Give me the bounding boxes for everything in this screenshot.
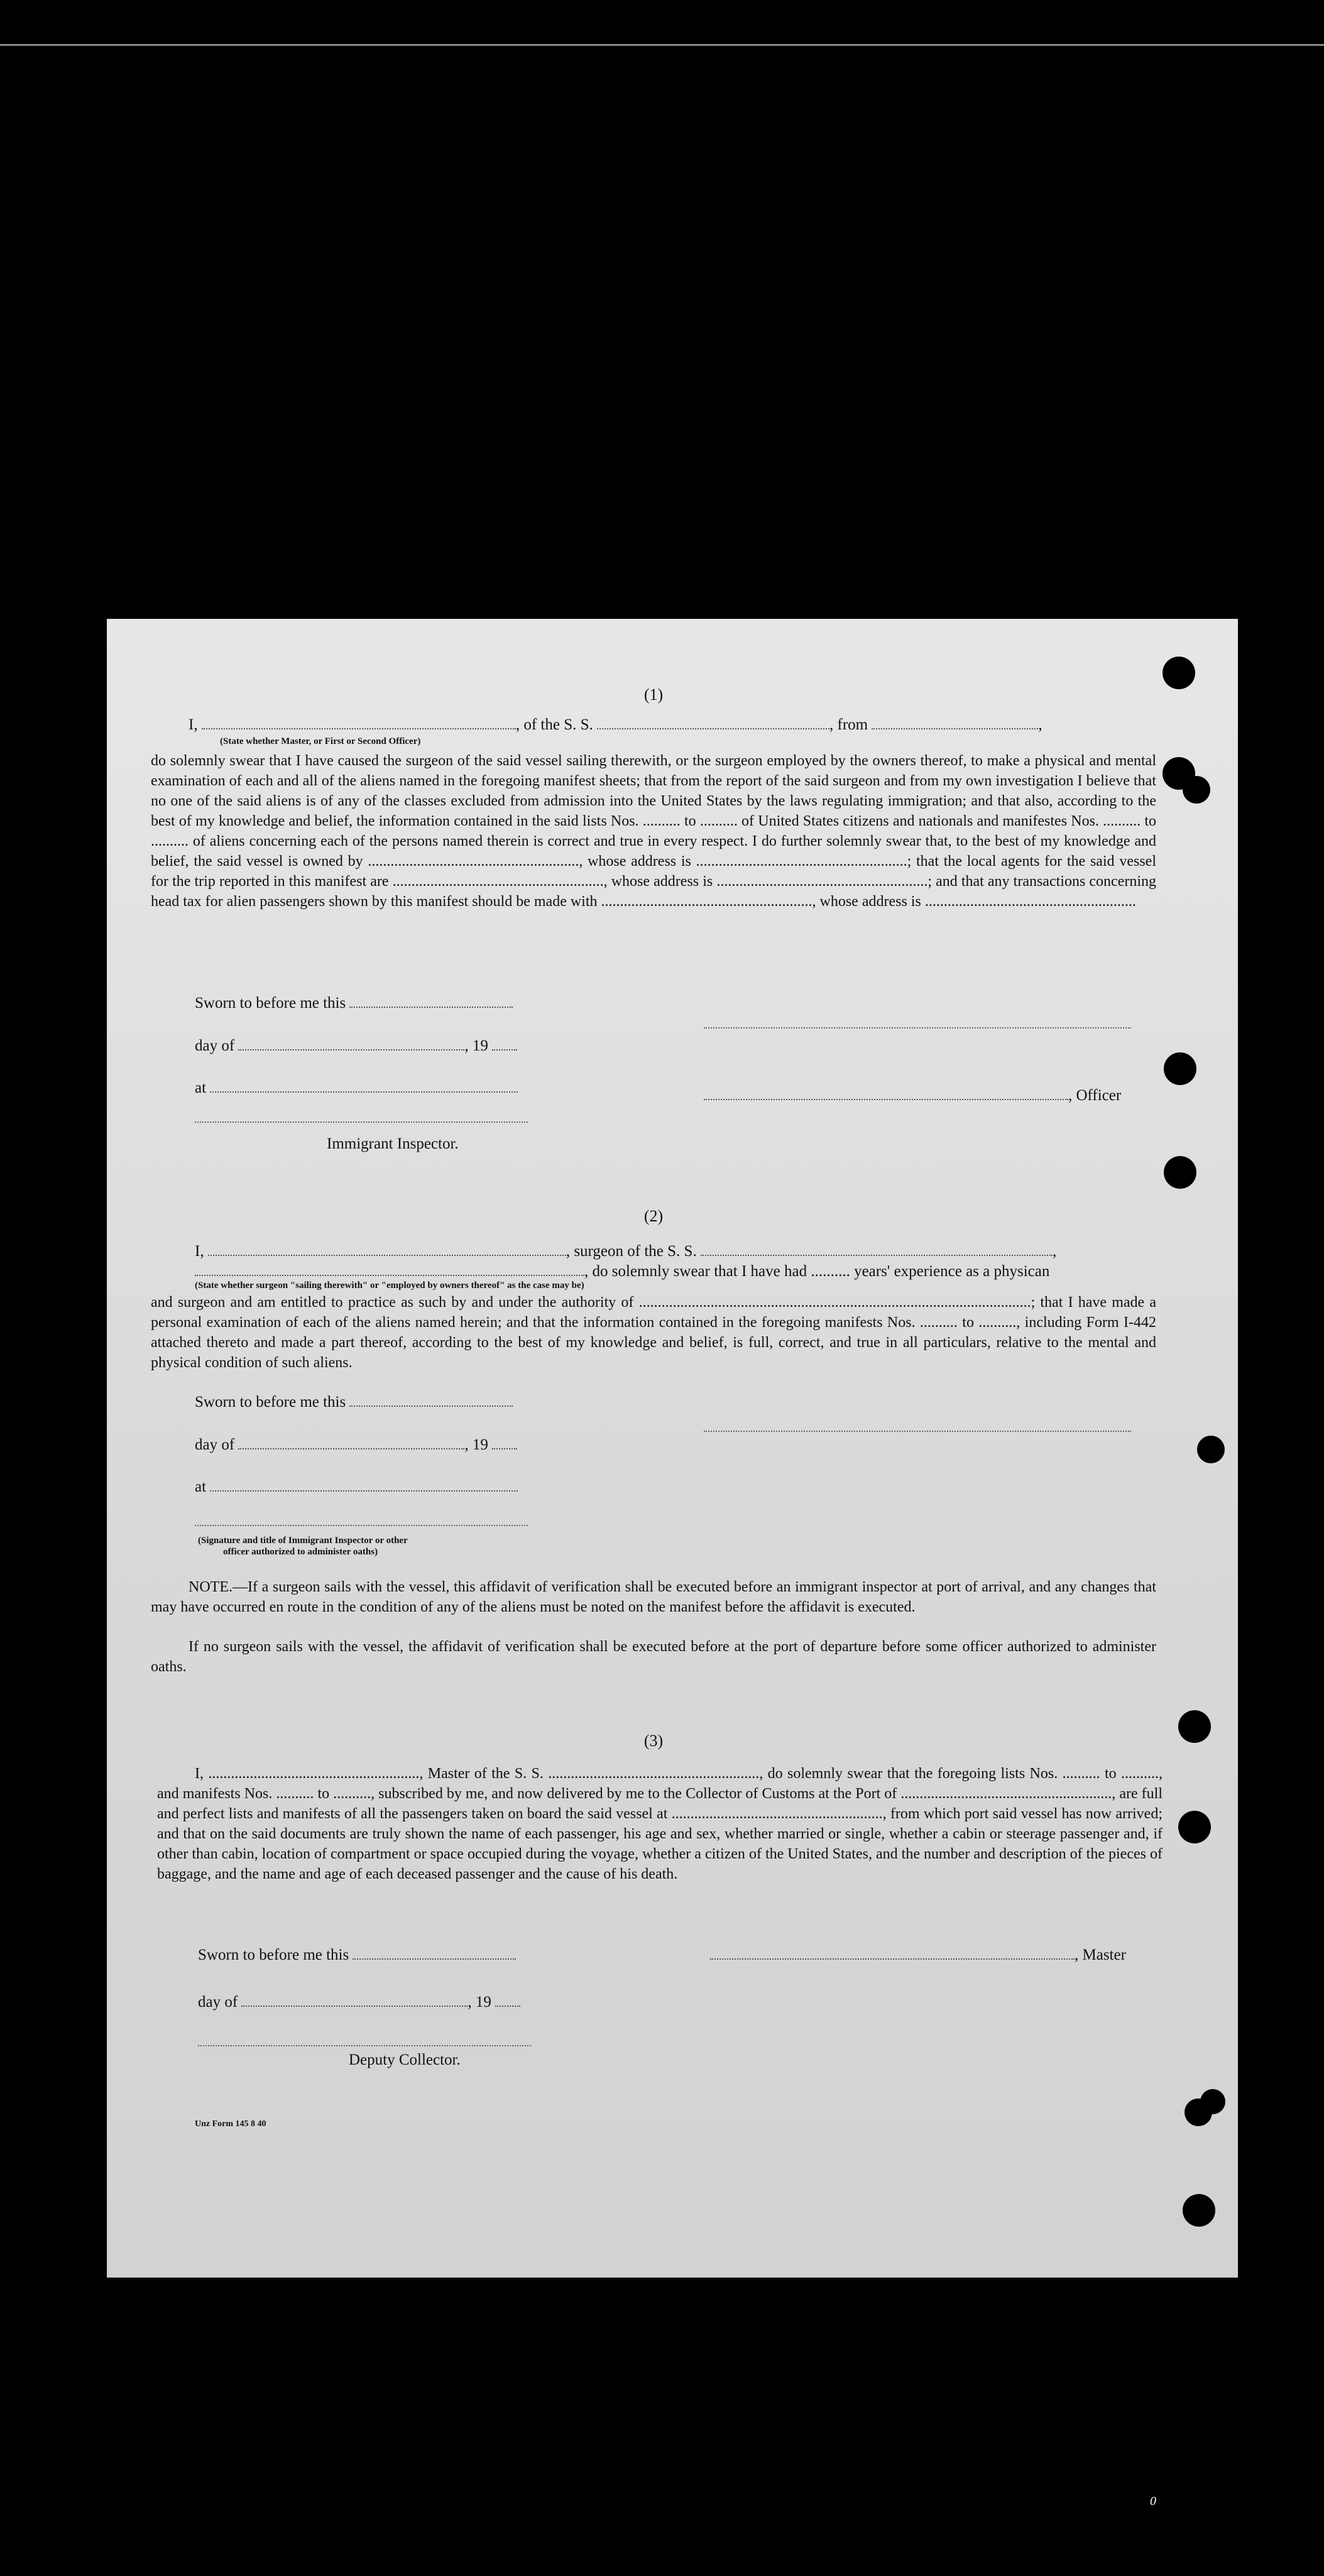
blank-field <box>195 1261 584 1276</box>
text: (Signature and title of Immigrant Inspector or other <box>198 1536 408 1546</box>
blank-field <box>238 1434 464 1449</box>
punch-hole <box>1164 1156 1196 1189</box>
punch-hole <box>1164 1052 1196 1085</box>
master-line <box>710 1945 1126 1965</box>
punch-hole <box>1178 1710 1211 1743</box>
blank-field <box>210 1078 518 1093</box>
inspector-signature-line <box>195 1525 528 1526</box>
sworn-line-3 <box>198 1945 516 1965</box>
blank-field <box>349 993 513 1008</box>
section-3-body: I, ........................................................, Master of the S. S. ........................................................, do solemnly swear that the foregoing lists Nos. .......... to .........., and manifests Nos. .......... to .........., subscribed by me, and now delivered by me to the Collector of Customs at the Port of ........................................................, are full and perfect lists and manifests of all the passengers taken on board the said vessel at ........................................................, from which port said vessel has now arrived; and that on the said documents are truly shown the name of each passenger, his age and sex, whether married or single, whether a cabin or steerage passenger and, if other than cabin, location of compartment or space occupied during the voyage, whether a citizen of the United States, and the number and description of the pieces of baggage, and the name and age of each deceased passenger and the cause of his death. <box>157 1766 1163 1882</box>
text: , from <box>829 716 868 733</box>
note-paragraph-1: NOTE.—If a surgeon sails with the vessel, this affidavit of verification shall be executed before an immigrant inspector at port of arrival, and any changes that may have occurred en route in the condition of any of the aliens must be noted on the manifest before the affidavit is executed. <box>151 1579 1156 1615</box>
blank-field <box>704 1085 1068 1100</box>
text: I, <box>189 716 198 733</box>
text: , surgeon of the S. S. <box>566 1243 697 1260</box>
text: Sworn to before me this <box>195 1394 346 1411</box>
text: , 19 <box>468 1994 491 2011</box>
blank-field <box>701 1241 1053 1256</box>
blank-field <box>492 1434 517 1449</box>
text: officer authorized to administer oaths) <box>223 1547 378 1557</box>
inspector-caption: Immigrant Inspector. <box>327 1135 459 1152</box>
blank-field <box>208 1241 566 1256</box>
text: day of <box>195 1037 235 1054</box>
signature-line <box>704 1431 1131 1432</box>
text: day of <box>195 1436 235 1453</box>
section-2-second-line <box>195 1261 1049 1282</box>
punch-hole <box>1183 776 1210 804</box>
sworn-line-1 <box>195 993 513 1013</box>
at-line-2 <box>195 1476 518 1497</box>
officer-note: (State whether Master, or First or Second Officer) <box>220 736 421 746</box>
officer-line <box>704 1085 1121 1106</box>
form-identifier: Unz Form 145 8 40 <box>195 2119 266 2129</box>
text: day of <box>198 1994 238 2011</box>
signature-note <box>198 1535 408 1558</box>
blank-field <box>710 1945 1075 1960</box>
text: at <box>195 1079 207 1096</box>
inspector-signature-line <box>195 1122 528 1123</box>
surgeon-note: (State whether surgeon "sailing therewith" or "employed by owners thereof" as the case may be) <box>195 1280 584 1291</box>
text: I, <box>195 1243 204 1260</box>
deputy-caption: Deputy Collector. <box>349 2051 461 2068</box>
blank-field <box>210 1476 518 1492</box>
form-page <box>107 619 1238 2278</box>
text: , do solemnly swear that I have had .......... years' experience as a physican <box>584 1263 1050 1280</box>
section-3-number: (3) <box>643 1732 664 1750</box>
signature-line <box>704 1027 1131 1029</box>
blank-field <box>495 1992 520 2007</box>
text: , <box>1038 716 1042 733</box>
punch-hole <box>1183 2194 1215 2227</box>
text: , of the S. S. <box>515 716 593 733</box>
blank-field <box>597 714 829 729</box>
note-paragraph-2: If no surgeon sails with the vessel, the affidavit of verification shall be executed before at the port of departure before some officer authorized to administer oaths. <box>151 1639 1156 1675</box>
blank-field <box>241 1992 468 2007</box>
day-line-3 <box>198 1992 520 2012</box>
text: , <box>1052 1243 1057 1260</box>
punch-hole <box>1163 657 1195 689</box>
section-1-number: (1) <box>643 685 664 704</box>
text: , 19 <box>464 1436 488 1453</box>
text: Sworn to before me this <box>198 1946 349 1963</box>
section-1-first-line <box>189 714 1042 735</box>
text: at <box>195 1478 207 1495</box>
punch-hole <box>1197 1436 1225 1463</box>
corner-mark: 0 <box>1150 2494 1156 2508</box>
punch-hole <box>1178 1811 1211 1843</box>
text: Sworn to before me this <box>195 995 346 1012</box>
collector-signature-line <box>198 2045 531 2046</box>
section-2-number: (2) <box>643 1207 664 1225</box>
blank-field <box>238 1035 464 1051</box>
blank-field <box>492 1035 517 1051</box>
section-2-body: and surgeon and am entitled to practice as such by and under the authority of ........................................................................................................; that I have made a personal examination of each of the aliens named herein; and that the information contained in the foregoing manifests Nos. .......... to .........., including Form I-442 attached thereto and made a part thereof, according to the best of my knowledge and belief, is full, correct, and true in all particulars, relative to the mental and physical condition of such aliens. <box>151 1294 1156 1371</box>
section-1-body: do solemnly swear that I have caused the surgeon of the said vessel sailing therewith, or the surgeon employed by the owners thereof, to make a physical and mental examination of each and all of the aliens named in the foregoing manifest sheets; that from the report of the said surgeon and from my own investigation I believe that no one of the said aliens is of any of the classes excluded from admission into the United States by the laws regulating immigration; and that also, according to the best of my knowledge and belief, the information contained in the said lists Nos. .......... to .......... of United States citizens and nationals and manifestes Nos. .......... to .......... of aliens concerning each of the persons named therein is correct and true in every respect. I do further solemnly swear that, to the best of my knowledge and belief, the said vessel is owned by ........................................................, whose address is ........................................................; that the local agents for the said vessel for the trip reported in this manifest are ........................................................, whose address is ........................................................; and that any transactions concerning head tax for alien passengers shown by this manifest should be made with ........................................................, whose address is ........................................................ <box>151 753 1156 910</box>
text: , 19 <box>464 1037 488 1054</box>
text: , Master <box>1075 1946 1126 1963</box>
sworn-line-2 <box>195 1392 513 1412</box>
at-line-1 <box>195 1078 518 1098</box>
section-2-first-line <box>195 1241 1056 1262</box>
top-rule <box>0 44 1324 46</box>
text: , Officer <box>1068 1087 1122 1104</box>
blank-field <box>349 1392 513 1407</box>
blank-field <box>872 714 1038 729</box>
punch-hole <box>1200 2089 1225 2114</box>
blank-field <box>353 1945 516 1960</box>
day-line-2 <box>195 1434 517 1455</box>
blank-field <box>202 714 516 729</box>
day-line-1 <box>195 1035 517 1056</box>
